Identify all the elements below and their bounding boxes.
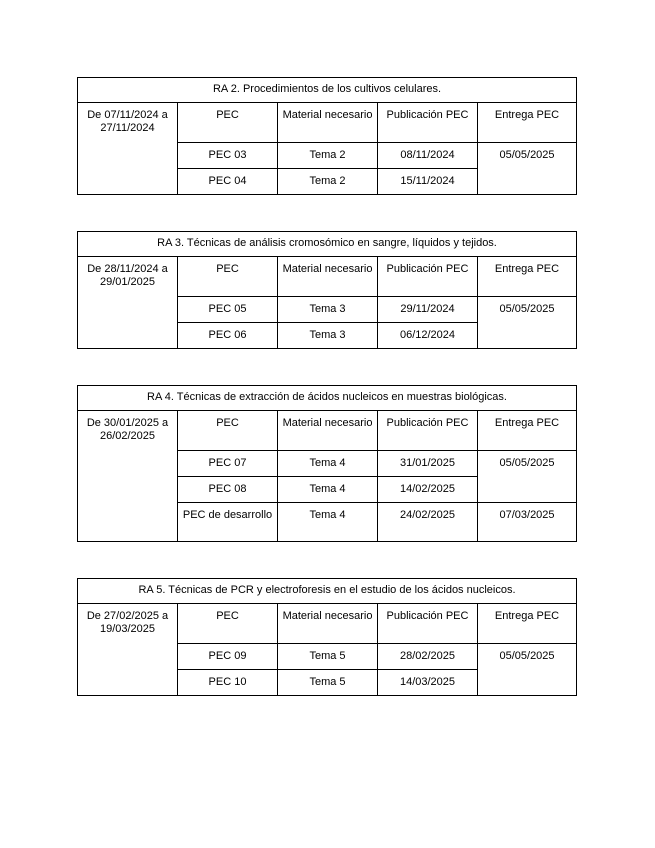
- header-material: Material necesario: [278, 257, 378, 297]
- date-range: De 30/01/2025 a 26/02/2025: [78, 411, 178, 542]
- header-pec: PEC: [178, 411, 278, 451]
- publicacion-cell: 14/02/2025: [378, 477, 478, 503]
- header-entrega: Entrega PEC: [478, 103, 577, 143]
- date-range: De 27/02/2025 a 19/03/2025: [78, 604, 178, 696]
- pec-cell: PEC de desarrollo: [178, 503, 278, 542]
- header-publicacion: Publicación PEC: [378, 604, 478, 644]
- header-publicacion: Publicación PEC: [378, 257, 478, 297]
- header-entrega: Entrega PEC: [478, 411, 577, 451]
- table-title: RA 5. Técnicas de PCR y electroforesis en el estudio de los ácidos nucleicos.: [78, 579, 577, 604]
- material-cell: Tema 3: [278, 323, 378, 349]
- material-cell: Tema 4: [278, 451, 378, 477]
- header-publicacion: Publicación PEC: [378, 103, 478, 143]
- ra2-table: [77, 77, 577, 195]
- publicacion-cell: 28/02/2025: [378, 644, 478, 670]
- header-publicacion: Publicación PEC: [378, 411, 478, 451]
- material-cell: Tema 4: [278, 477, 378, 503]
- header-material: Material necesario: [278, 411, 378, 451]
- material-cell: Tema 5: [278, 644, 378, 670]
- table-title: RA 2. Procedimientos de los cultivos celulares.: [78, 78, 577, 103]
- date-range: De 07/11/2024 a 27/11/2024: [78, 103, 178, 195]
- publicacion-cell: 31/01/2025: [378, 451, 478, 477]
- publicacion-cell: 06/12/2024: [378, 323, 478, 349]
- publicacion-cell: 24/02/2025: [378, 503, 478, 542]
- pec-cell: PEC 03: [178, 143, 278, 169]
- material-cell: Tema 5: [278, 670, 378, 696]
- header-material: Material necesario: [278, 604, 378, 644]
- table-title: RA 3. Técnicas de análisis cromosómico en sangre, líquidos y tejidos.: [78, 232, 577, 257]
- header-pec: PEC: [178, 604, 278, 644]
- header-pec: PEC: [178, 103, 278, 143]
- table-title: RA 4. Técnicas de extracción de ácidos nucleicos en muestras biológicas.: [78, 386, 577, 411]
- ra5-table: [77, 578, 577, 696]
- material-cell: Tema 4: [278, 503, 378, 542]
- pec-cell: PEC 05: [178, 297, 278, 323]
- entrega-cell: 07/03/2025: [478, 503, 577, 542]
- pec-cell: PEC 04: [178, 169, 278, 195]
- pec-cell: PEC 10: [178, 670, 278, 696]
- pec-cell: PEC 06: [178, 323, 278, 349]
- header-entrega: Entrega PEC: [478, 257, 577, 297]
- publicacion-cell: 29/11/2024: [378, 297, 478, 323]
- pec-cell: PEC 07: [178, 451, 278, 477]
- pec-cell: PEC 09: [178, 644, 278, 670]
- pec-cell: PEC 08: [178, 477, 278, 503]
- publicacion-cell: 15/11/2024: [378, 169, 478, 195]
- header-entrega: Entrega PEC: [478, 604, 577, 644]
- material-cell: Tema 2: [278, 169, 378, 195]
- ra3-table: [77, 231, 577, 349]
- date-range: De 28/11/2024 a 29/01/2025: [78, 257, 178, 349]
- header-pec: PEC: [178, 257, 278, 297]
- entrega-cell: 05/05/2025: [478, 297, 577, 349]
- header-material: Material necesario: [278, 103, 378, 143]
- ra4-table: [77, 385, 577, 542]
- entrega-cell: 05/05/2025: [478, 143, 577, 195]
- entrega-cell: 05/05/2025: [478, 644, 577, 696]
- publicacion-cell: 14/03/2025: [378, 670, 478, 696]
- entrega-cell: 05/05/2025: [478, 451, 577, 503]
- publicacion-cell: 08/11/2024: [378, 143, 478, 169]
- material-cell: Tema 2: [278, 143, 378, 169]
- material-cell: Tema 3: [278, 297, 378, 323]
